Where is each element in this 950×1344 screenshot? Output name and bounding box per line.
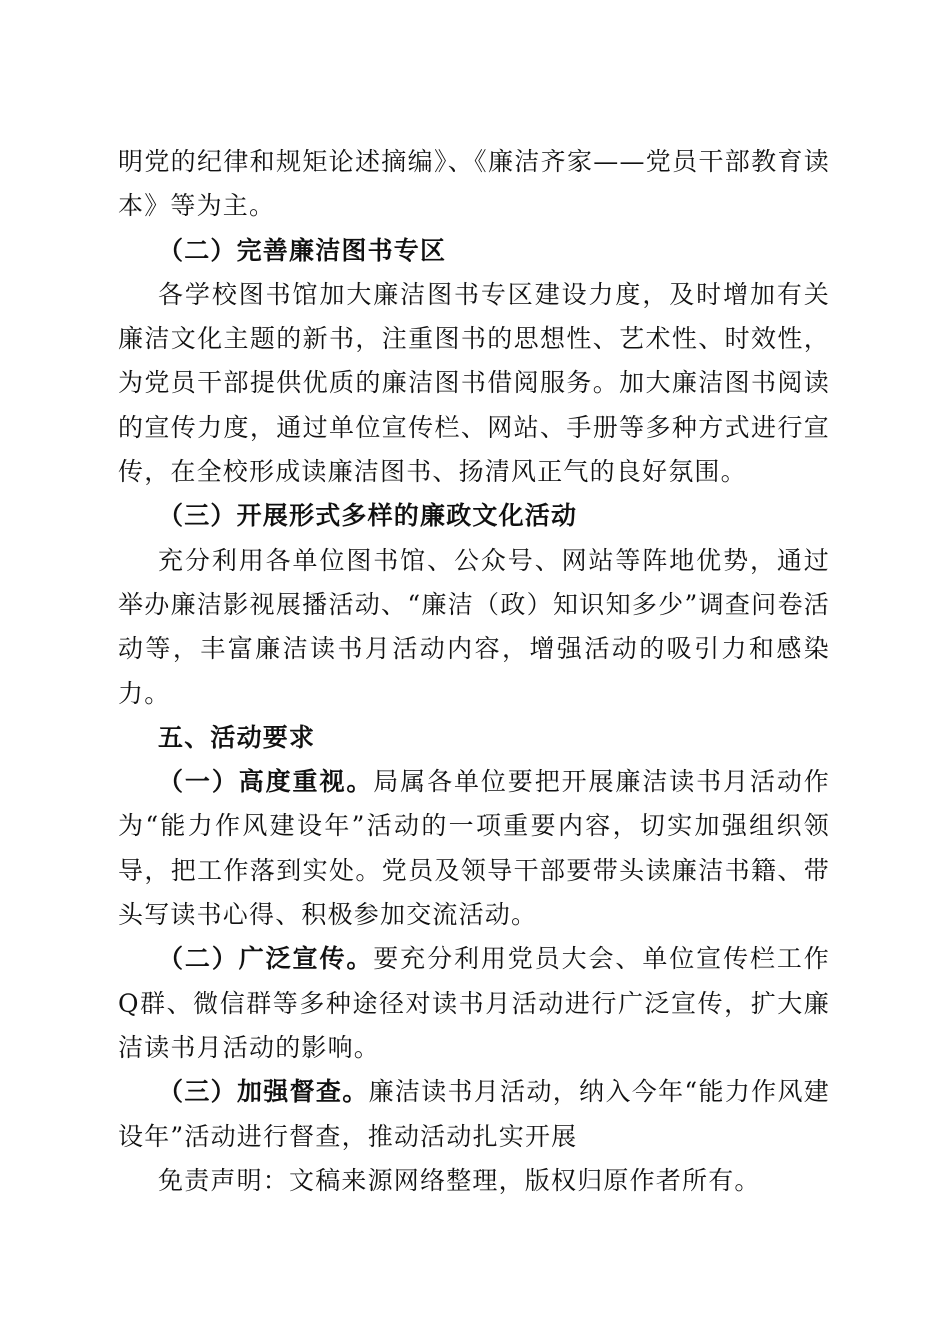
requirement-item-3-text: 廉洁读书月活动，纳入今年“能力作风建设年”活动进行督查，推动活动扎实开展	[118, 1077, 830, 1151]
part-5-heading: 五、活动要求	[158, 722, 316, 752]
section-3-body: 充分利用各单位图书馆、公众号、网站等阵地优势，通过举办廉洁影视展播活动、“廉洁（政）知识知多少”调查问卷活动等，丰富廉洁读书月活动内容，增强活动的吸引力和感染力。	[118, 545, 830, 708]
continuation-paragraph: 明党的纪律和规矩论述摘编》、《廉洁齐家——党员干部教育读本》等为主。	[118, 147, 830, 221]
requirement-item-3	[118, 1070, 830, 1159]
requirement-item-3-lead: （三）加强督查。	[158, 1077, 369, 1107]
requirement-item-2-text: 要充分利用党员大会、单位宣传栏工作Q群、微信群等多种途径对读书月活动进行广泛宣传，扩大廉洁读书月活动的影响。	[118, 944, 830, 1062]
requirement-item-2	[118, 937, 830, 1070]
requirement-item-2-lead: （二）广泛宣传。	[158, 944, 374, 974]
document-body	[118, 140, 830, 1203]
requirement-item-1	[118, 760, 830, 937]
requirement-item-1-lead: （一）高度重视。	[158, 767, 374, 797]
disclaimer: 免责声明：文稿来源网络整理，版权归原作者所有。	[158, 1165, 761, 1195]
section-3-heading: （三）开展形式多样的廉政文化活动	[158, 501, 578, 531]
requirement-item-1-text: 局属各单位要把开展廉洁读书月活动作为“能力作风建设年”活动的一项重要内容，切实加强组织领导，把工作落到实处。党员及领导干部要带头读廉洁书籍、带头写读书心得、积极参加交流活动。	[118, 767, 830, 930]
section-2-heading: （二）完善廉洁图书专区	[158, 235, 447, 265]
section-2-body: 各学校图书馆加大廉洁图书专区建设力度，及时增加有关廉洁文化主题的新书，注重图书的思想性、艺术性、时效性，为党员干部提供优质的廉洁图书借阅服务。加大廉洁图书阅读的宣传力度，通过单位宣传栏、网站、手册等多种方式进行宣传，在全校形成读廉洁图书、扬清风正气的良好氛围。	[118, 279, 830, 487]
